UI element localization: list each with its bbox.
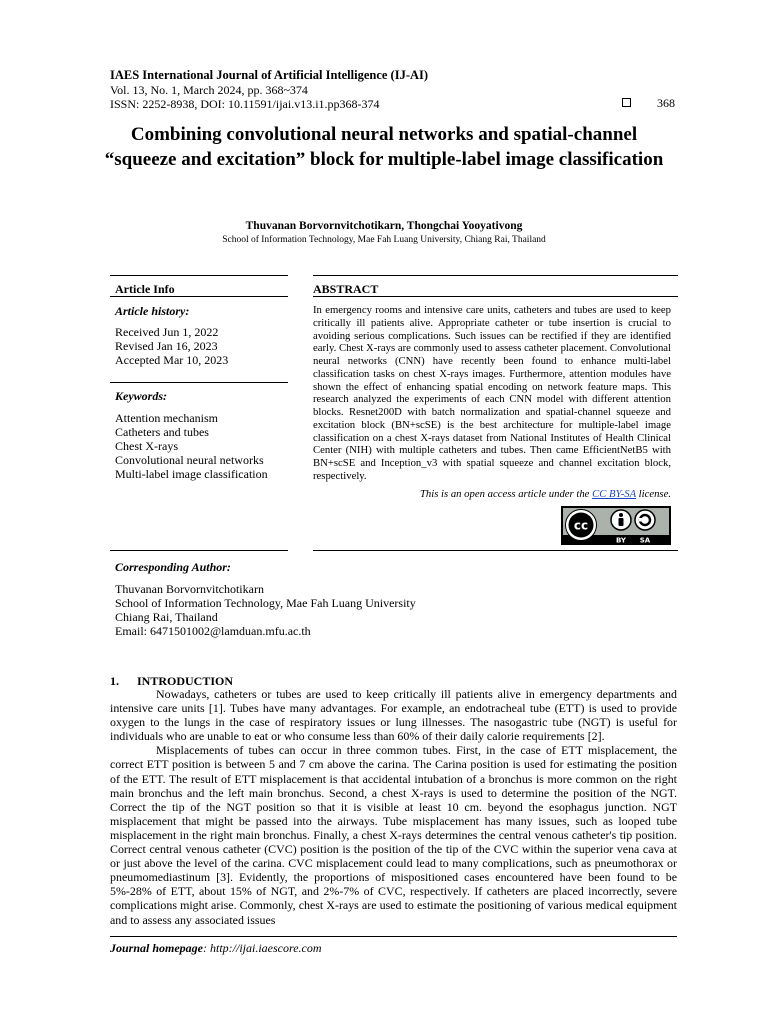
article-info-top-rule — [110, 275, 288, 276]
section-number: 1. — [110, 674, 119, 688]
authors: Thuvanan Borvornvitchotikarn, Thongchai Yooyativong — [245, 220, 523, 232]
corresponding-email[interactable]: Email: 6471501002@lamduan.mfu.ac.th — [115, 624, 311, 638]
journal-homepage — [110, 941, 322, 956]
intro-paragraph: Nowadays, catheters or tubes are used to keep critically ill patients alive in emergency departments and intensive care units [1]. Tubes have many advantages. For example, an endotracheal tube (ETT) is used to provide oxygen to the lungs in the case of respiratory issues or lung illnesses. The nasogastric tube (NGT) is useful for individuals who are unable to eat or who consume less than 60% of their daily calorie requirements [2]. — [110, 687, 677, 744]
sa-label: SA — [639, 536, 651, 545]
volume-line: Vol. 13, No. 1, March 2024, pp. 368~374 — [110, 83, 308, 97]
keyword-item: Catheters and tubes — [115, 425, 209, 439]
open-access-notice — [313, 488, 671, 500]
page-number: 368 — [657, 96, 675, 110]
license-prefix: This is an open access article under the — [419, 488, 593, 500]
by-label: BY — [615, 536, 627, 545]
introduction-body — [110, 687, 677, 927]
corresponding-line: Thuvanan Borvornvitchotikarn — [115, 582, 264, 596]
homepage-label: Journal homepage — [110, 941, 204, 955]
article-history-heading: Article history: — [115, 304, 190, 318]
square-icon — [622, 98, 631, 107]
corresponding-author-heading: Corresponding Author: — [115, 560, 231, 574]
abstract-bottom-rule — [313, 550, 678, 551]
sa-icon — [635, 510, 655, 530]
keyword-item: Attention mechanism — [115, 411, 218, 425]
section-title: INTRODUCTION — [137, 674, 234, 688]
license-suffix: license. — [635, 488, 671, 500]
affiliation: School of Information Technology, Mae Fah Luang University, Chiang Rai, Thailand — [222, 235, 546, 245]
issn-line: ISSN: 2252-8938, DOI: 10.11591/ijai.v13.i1.pp368-374 — [110, 97, 380, 111]
abstract-body: In emergency rooms and intensive care units, catheters and tubes are used to keep critically ill patients alive. Appropriate catheter or tube insertion is crucial to avoiding serious complications. Such issues can be rectified if they are identified early. Chest X-rays are commonly used to assess catheter placement. Convolutional neural networks (CNN) have recently been found to enhance multi-label classification tasks on chest X-rays images. Furthermore, attention modules have shown the effect of enhancing spatial encoding on network feature maps. This research analyzed the experiments of each CNN model with different attention blocks. Resnet200D with batch normalization and spatial-channel squeeze and excitation block (BN+scSE) is the best architecture for multiple-label image classification on a chest X-rays dataset from National Institutes of Health Clinical Center (NIH) with multiple catheters and tubes. Then came EfficientNetB5 with BN+scSE and Inception_v3 with spatial squeeze and channel excitation block, respectively. — [313, 304, 671, 482]
homepage-url[interactable]: http://ijai.iaescore.com — [210, 941, 322, 955]
license-link[interactable]: CC BY-SA — [592, 488, 636, 500]
keyword-item: Multi-label image classification — [115, 467, 268, 481]
corresponding-line: School of Information Technology, Mae Fah Luang University — [115, 596, 416, 610]
cc-label: cc — [573, 518, 589, 533]
abstract-top-rule — [313, 275, 678, 276]
history-item: Received Jun 1, 2022 — [115, 325, 219, 339]
article-info-bottom-rule — [110, 550, 288, 551]
history-item: Accepted Mar 10, 2023 — [115, 353, 229, 367]
journal-name: IAES International Journal of Artificial Intelligence (IJ-AI) — [110, 68, 429, 82]
cc-by-sa-icon[interactable] — [561, 506, 671, 545]
homepage-separator: : — [203, 941, 211, 955]
paper-title: Combining convolutional neural networks and spatial-channel “squeeze and excitation” block for multiple-label image classification — [104, 124, 664, 170]
corresponding-line: Chiang Rai, Thailand — [115, 610, 218, 624]
keyword-item: Convolutional neural networks — [115, 453, 264, 467]
by-body — [619, 518, 624, 526]
history-item: Revised Jan 16, 2023 — [115, 339, 218, 353]
keywords-heading: Keywords: — [115, 389, 167, 403]
history-keywords-rule — [110, 382, 288, 383]
abstract-heading: ABSTRACT — [313, 282, 379, 296]
by-head — [619, 513, 623, 517]
sa-gap — [639, 518, 643, 522]
intro-paragraph: Misplacements of tubes can occur in three common tubes. First, in the case of ETT misplacement, the correct ETT position is between 5 and 7 cm above the carina. The Carina position is used for estimating the position of the ETT. The result of ETT misplacement is that accidental intubation of a bronchus is more common on the right main bronchus and the left main bronchus. Second, a chest X-rays is used to determine the position of the NGT. Correct the tip of the NGT position so that it is visible at least 10 cm. beyond the esophagus junction. NGT misplacement that might be passed into the airways. Tube misplacement has many issues, such as looped tube misplacement in the right main bronchus. Finally, a chest X-rays determines the central venous catheter's tip position. Correct central venous catheter (CVC) position is the position of the tip of the CVC within the superior vena cava at or just above the level of the carina. CVC misplacement could lead to many complications, such as pneumothorax or pneumomediastinum [3]. Evidently, the proportions of mispositioned cases encountered have been found to be 5%-28% of ETT, about 15% of NGT, and 2%-7% of CVC, respectively. If catheters are placed incorrectly, severe complications might arise. Commonly, chest X-rays are used to estimate the positioning of various medical equipment and to assess any associated issues — [110, 743, 677, 927]
keyword-item: Chest X-rays — [115, 439, 178, 453]
article-info-heading: Article Info — [115, 282, 175, 296]
footer-rule — [110, 936, 677, 937]
